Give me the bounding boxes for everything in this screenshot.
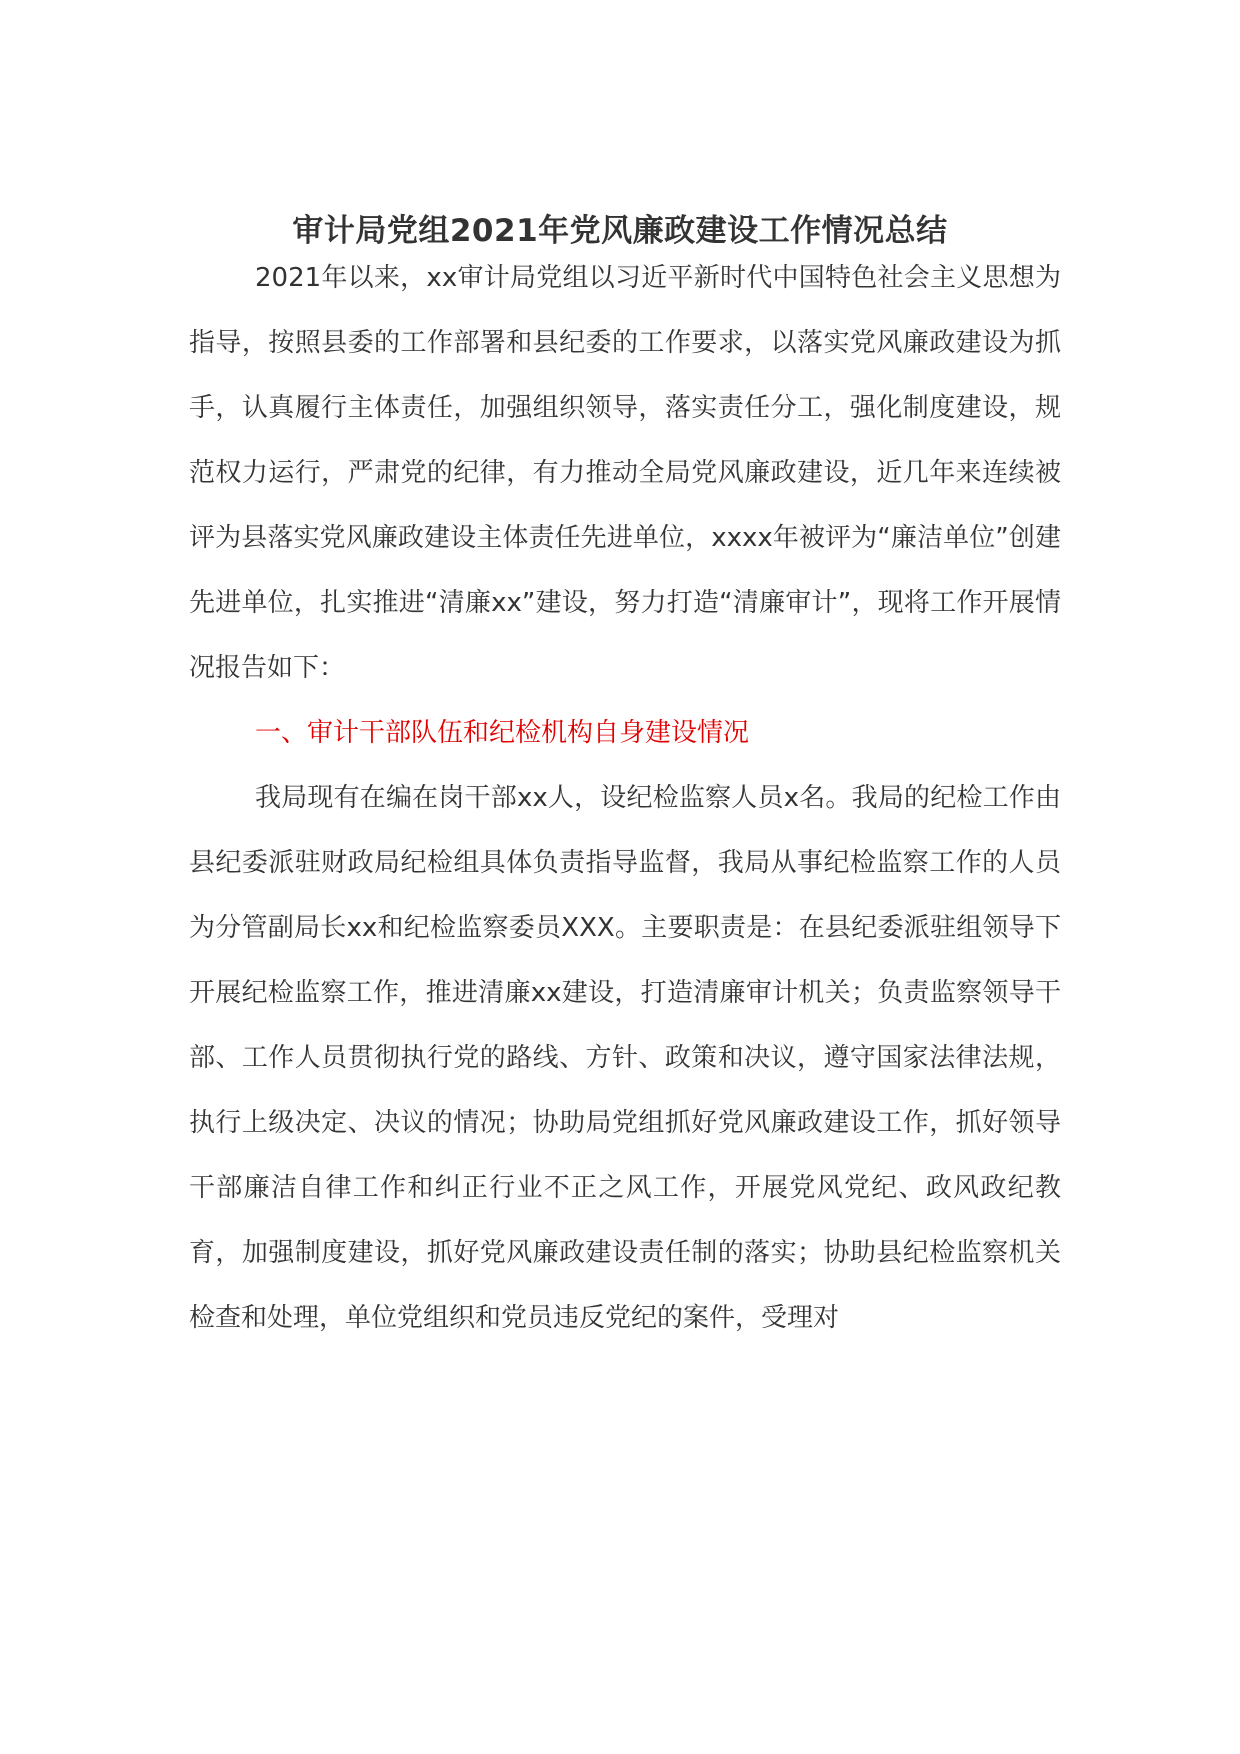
paragraph-intro: 2021年以来，xx审计局党组以习近平新时代中国特色社会主义思想为指导，按照县委的工作部署和县纪委的工作要求，以落实党风廉政建设为抓手，认真履行主体责任，加强组织领导，落实责任分工，强化制度建设，规范权力运行，严肃党的纪律，有力推动全局党风廉政建设，近几年来连续被评为县落实党风廉政建设主体责任先进单位，xxxx年被评为“廉洁单位”创建先进单位，扎实推进“清廉xx”建设，努力打造“清廉审计”，现将工作开展情况报告如下： [189, 263, 1061, 683]
document-title: 审计局党组2021年党风廉政建设工作情况总结 [292, 213, 948, 249]
section-heading: 一、审计干部队伍和纪检机构自身建设情况 [255, 718, 750, 748]
paragraph-staffing: 我局现有在编在岗干部xx人，设纪检监察人员x名。我局的纪检工作由县纪委派驻财政局纪检组具体负责指导监督，我局从事纪检监察工作的人员为分管副局长xx和纪检监察委员XXX。主要职责是：在县纪委派驻组领导下开展纪检监察工作，推进清廉xx建设，打造清廉审计机关；负责监察领导干部、工作人员贯彻执行党的路线、方针、政策和决议，遵守国家法律法规，执行上级决定、决议的情况；协助局党组抓好党风廉政建设工作，抓好领导干部廉洁自律工作和纠正行业不正之风工作，开展党风党纪、政风政纪教育，加强制度建设，抓好党风廉政建设责任制的落实；协助县纪检监察机关检查和处理，单位党组织和党员违反党纪的案件，受理对 [189, 783, 1061, 1333]
document-body [189, 246, 1061, 1351]
